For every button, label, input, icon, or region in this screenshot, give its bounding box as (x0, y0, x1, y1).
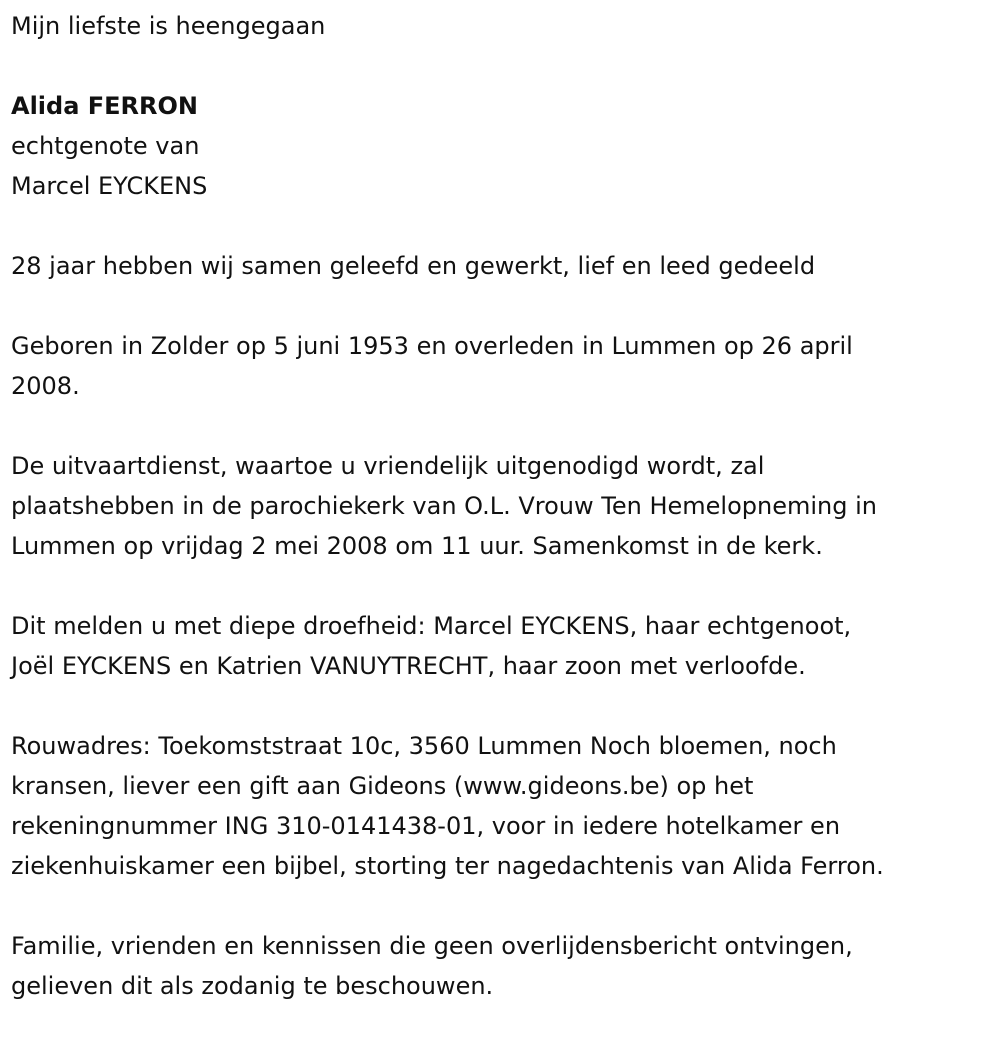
spacer (11, 46, 1000, 86)
paragraph-line: ziekenhuiskamer een bijbel, storting ter nagedachtenis van Alida Ferron. (11, 852, 884, 880)
birth-death-paragraph (11, 326, 1000, 406)
spacer (11, 566, 1000, 606)
closing-paragraph (11, 926, 1000, 1006)
announcers-paragraph (11, 606, 1000, 686)
paragraph-line: Rouwadres: Toekomststraat 10c, 3560 Lummen Noch bloemen, noch (11, 732, 837, 760)
spacer (11, 886, 1000, 926)
spacer (11, 686, 1000, 726)
marriage-line: 28 jaar hebben wij samen geleefd en gewerkt, lief en leed gedeeld (11, 252, 816, 280)
deceased-name: Alida FERRON (11, 92, 198, 120)
paragraph-line: kransen, liever een gift aan Gideons (www.gideons.be) op het (11, 772, 754, 800)
paragraph-line: Familie, vrienden en kennissen die geen overlijdensbericht ontvingen, (11, 932, 853, 960)
opening-line: Mijn liefste is heengegaan (11, 12, 326, 40)
spacer (11, 206, 1000, 246)
paragraph-line: Dit melden u met diepe droefheid: Marcel EYCKENS, haar echtgenoot, (11, 612, 852, 640)
paragraph-line: plaatshebben in de parochiekerk van O.L. Vrouw Ten Hemelopneming in (11, 492, 877, 520)
paragraph-line: Geboren in Zolder op 5 juni 1953 en overleden in Lummen op 26 april (11, 332, 853, 360)
spacer (11, 286, 1000, 326)
paragraph-line: De uitvaartdienst, waartoe u vriendelijk uitgenodigd wordt, zal (11, 452, 765, 480)
paragraph-line: 2008. (11, 372, 80, 400)
paragraph-line: Joël EYCKENS en Katrien VANUYTRECHT, haar zoon met verloofde. (11, 652, 806, 680)
paragraph-line: gelieven dit als zodanig te beschouwen. (11, 972, 494, 1000)
relation-line: echtgenote van (11, 132, 200, 160)
paragraph-line: Lummen op vrijdag 2 mei 2008 om 11 uur. Samenkomst in de kerk. (11, 532, 823, 560)
address-paragraph (11, 726, 1000, 886)
paragraph-line: rekeningnummer ING 310-0141438-01, voor in iedere hotelkamer en (11, 812, 841, 840)
spouse-name: Marcel EYCKENS (11, 172, 208, 200)
spacer (11, 406, 1000, 446)
service-paragraph (11, 446, 1000, 566)
